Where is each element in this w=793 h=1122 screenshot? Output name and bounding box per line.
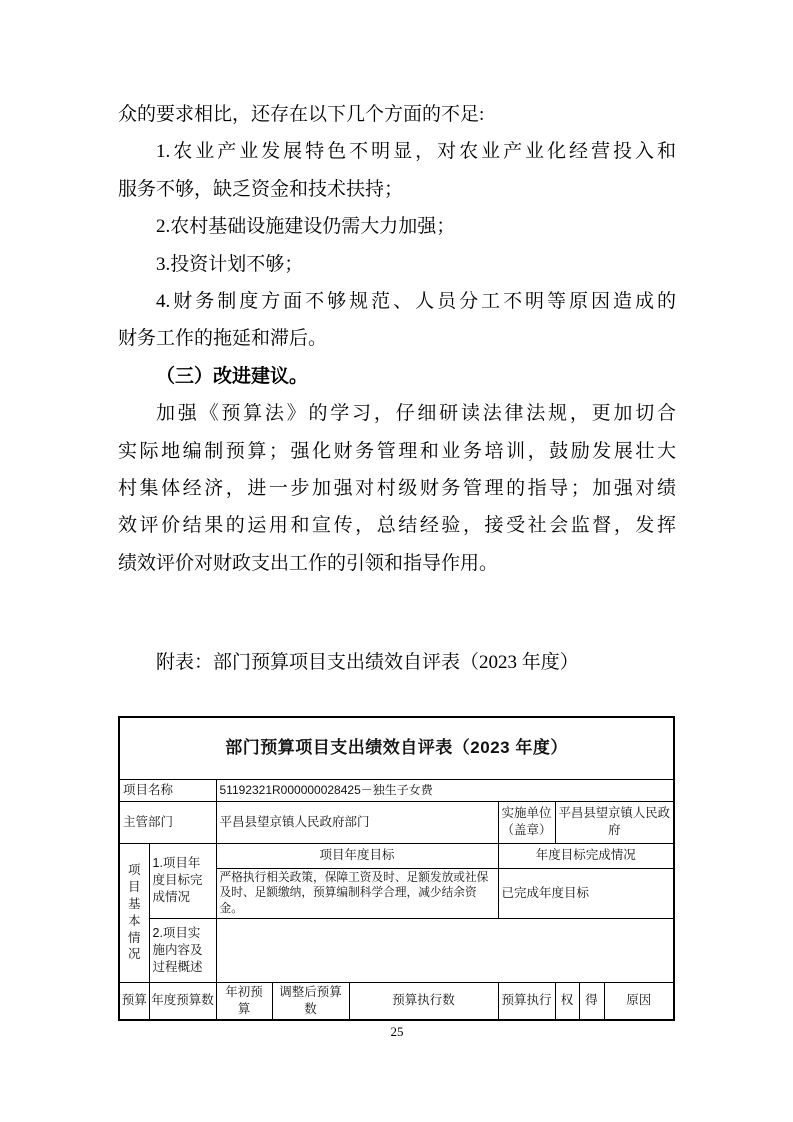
- execution-rate-header: 预算执行: [498, 982, 555, 1019]
- table-title: 部门预算项目支出绩效自评表（2023 年度）: [119, 717, 674, 779]
- body-line: 3.投资计划不够；: [156, 253, 304, 275]
- body-line: 2.农村基础设施建设仍需大力加强；: [156, 216, 456, 238]
- body-line: 财务工作的拖延和滞后。: [118, 328, 328, 350]
- body-line: 4.财务制度方面不够规范、人员分工不明等原因造成的: [156, 291, 676, 313]
- section-heading: （三）改进建议。: [156, 365, 309, 387]
- goal-completion-result: 已完成年度目标: [498, 868, 674, 918]
- body-line: 众的要求相比，还存在以下几个方面的不足:: [118, 104, 485, 125]
- budget-execution-header: 预算执行数: [349, 982, 498, 1019]
- project-name-value: 51192321R000000028425－独生子女费: [216, 779, 674, 801]
- goal-completion-label: 1.项目年度目标完成情况: [149, 843, 216, 918]
- project-name-label: 项目名称: [119, 779, 216, 801]
- body-line: 1.农业产业发展特色不明显，对农业产业化经营投入和: [156, 141, 676, 163]
- score-header: 得: [579, 982, 604, 1019]
- goal-completion-header: 年度目标完成情况: [498, 843, 674, 868]
- initial-budget-header: 年初预算: [216, 982, 272, 1019]
- dept-label: 主管部门: [119, 801, 216, 843]
- annual-budget-header: 年度预算数: [149, 982, 216, 1019]
- dept-value: 平昌县望京镇人民政府部门: [216, 801, 498, 843]
- page-number: 25: [390, 1024, 404, 1039]
- body-line: 绩效评价对财政支出工作的引领和指导作用。: [118, 552, 499, 574]
- body-line: 效评价结果的运用和宣传，总结经验，接受社会监督，发挥: [118, 515, 676, 537]
- adjusted-budget-header: 调整后预算数: [272, 982, 349, 1019]
- body-text-block: [118, 96, 676, 682]
- implementation-label: 2.项目实施内容及过程概述: [149, 918, 216, 982]
- body-line: 加强《预算法》的学习，仔细研读法律法规，更加切合: [156, 403, 676, 425]
- annual-goal-header: 项目年度目标: [216, 843, 498, 868]
- weight-header: 权: [555, 982, 579, 1019]
- budget-label: 预算: [119, 982, 149, 1019]
- body-line: 村集体经济，进一步加强对村级财务管理的指导；加强对绩: [118, 478, 676, 500]
- impl-unit-label: 实施单位（盖章）: [498, 801, 555, 843]
- body-line: 服务不够，缺乏资金和技术扶持；: [118, 178, 404, 200]
- annual-goal-text: 严格执行相关政策，保障工资及时、足额发放或社保及时、足额缴纳，预算编制科学合理，减少结余资金。: [216, 868, 498, 918]
- annex-note: 附表：部门预算项目支出绩效自评表（2023 年度）: [156, 652, 579, 674]
- implementation-value: [216, 918, 674, 982]
- reason-header: 原因: [604, 982, 674, 1019]
- body-line: 实际地编制预算；强化财务管理和业务培训，鼓励发展壮大: [118, 440, 676, 462]
- self-evaluation-table: [118, 716, 675, 1021]
- impl-unit-value: 平昌县望京镇人民政府: [555, 801, 674, 843]
- basic-info-label: 项目基本情况: [119, 843, 149, 982]
